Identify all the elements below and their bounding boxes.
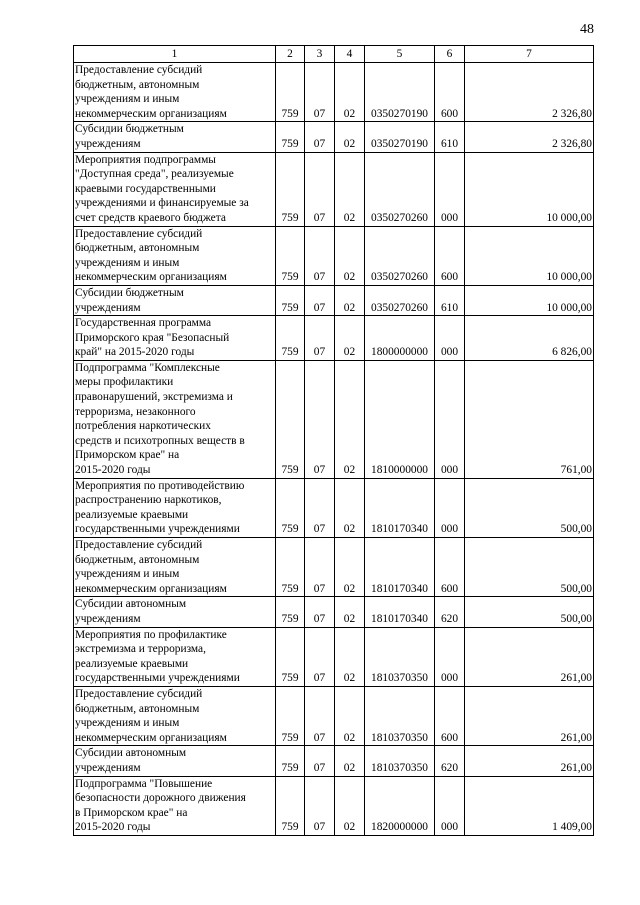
- row-code-6: 620: [435, 597, 465, 627]
- row-name: Предоставление субсидий бюджетным, автономным учреждениям и иным некоммерческим организациям: [74, 538, 276, 597]
- row-code-5: 1810370350: [365, 746, 435, 776]
- header-col-1: 1: [74, 46, 276, 63]
- table-row: [74, 285, 594, 315]
- row-code-5: 1810370350: [365, 686, 435, 745]
- header-col-7: 7: [465, 46, 594, 63]
- row-code-6: 600: [435, 686, 465, 745]
- row-code-6: 600: [435, 538, 465, 597]
- row-code-2: 759: [276, 316, 305, 361]
- row-code-6: 610: [435, 122, 465, 152]
- row-code-4: 02: [335, 226, 365, 285]
- header-col-6: 6: [435, 46, 465, 63]
- row-code-5: 1810000000: [365, 360, 435, 478]
- row-amount: 500,00: [465, 597, 594, 627]
- row-code-6: 000: [435, 152, 465, 226]
- row-name: Предоставление субсидий бюджетным, автономным учреждениям и иным некоммерческим организациям: [74, 686, 276, 745]
- header-row: [74, 46, 594, 63]
- table-row: [74, 360, 594, 478]
- row-amount: 1 409,00: [465, 776, 594, 835]
- row-code-4: 02: [335, 627, 365, 686]
- row-amount: 2 326,80: [465, 63, 594, 122]
- row-code-5: 1820000000: [365, 776, 435, 835]
- row-code-5: 1810170340: [365, 478, 435, 537]
- row-code-3: 07: [305, 478, 335, 537]
- row-amount: 500,00: [465, 478, 594, 537]
- row-code-2: 759: [276, 746, 305, 776]
- budget-table: [73, 45, 594, 836]
- row-amount: 2 326,80: [465, 122, 594, 152]
- row-name: Субсидии бюджетным учреждениям: [74, 285, 276, 315]
- row-code-2: 759: [276, 285, 305, 315]
- table-row: [74, 63, 594, 122]
- row-name: Подпрограмма "Повышение безопасности дорожного движения в Приморском крае" на 2015-2020 годы: [74, 776, 276, 835]
- row-code-5: 1810170340: [365, 538, 435, 597]
- row-code-6: 610: [435, 285, 465, 315]
- row-code-2: 759: [276, 776, 305, 835]
- row-code-6: 000: [435, 627, 465, 686]
- row-code-3: 07: [305, 226, 335, 285]
- row-code-2: 759: [276, 360, 305, 478]
- row-code-4: 02: [335, 316, 365, 361]
- row-code-4: 02: [335, 360, 365, 478]
- table-row: [74, 746, 594, 776]
- row-code-3: 07: [305, 122, 335, 152]
- row-code-4: 02: [335, 746, 365, 776]
- row-code-5: 1800000000: [365, 316, 435, 361]
- row-amount: 10 000,00: [465, 152, 594, 226]
- row-code-4: 02: [335, 152, 365, 226]
- row-code-4: 02: [335, 285, 365, 315]
- row-code-2: 759: [276, 152, 305, 226]
- row-code-2: 759: [276, 538, 305, 597]
- row-code-3: 07: [305, 316, 335, 361]
- table-row: [74, 776, 594, 835]
- row-name: Государственная программа Приморского края "Безопасный край" на 2015-2020 годы: [74, 316, 276, 361]
- row-code-5: 0350270260: [365, 152, 435, 226]
- row-code-6: 000: [435, 478, 465, 537]
- table-row: [74, 478, 594, 537]
- page-number: 48: [580, 22, 594, 37]
- row-code-2: 759: [276, 597, 305, 627]
- row-amount: 261,00: [465, 627, 594, 686]
- row-amount: 10 000,00: [465, 226, 594, 285]
- row-code-4: 02: [335, 122, 365, 152]
- row-code-3: 07: [305, 152, 335, 226]
- row-amount: 761,00: [465, 360, 594, 478]
- row-code-2: 759: [276, 686, 305, 745]
- row-code-6: 600: [435, 63, 465, 122]
- row-code-5: 0350270260: [365, 226, 435, 285]
- row-code-5: 0350270190: [365, 63, 435, 122]
- row-code-6: 000: [435, 776, 465, 835]
- table-row: [74, 152, 594, 226]
- row-code-2: 759: [276, 226, 305, 285]
- table-row: [74, 122, 594, 152]
- row-name: Предоставление субсидий бюджетным, автономным учреждениям и иным некоммерческим организациям: [74, 63, 276, 122]
- table-row: [74, 316, 594, 361]
- row-code-3: 07: [305, 746, 335, 776]
- row-name: Субсидии бюджетным учреждениям: [74, 122, 276, 152]
- row-code-4: 02: [335, 538, 365, 597]
- row-code-5: 1810170340: [365, 597, 435, 627]
- table-row: [74, 597, 594, 627]
- row-code-6: 620: [435, 746, 465, 776]
- row-name: Мероприятия по противодействию распространению наркотиков, реализуемые краевыми государственными учреждениями: [74, 478, 276, 537]
- header-col-3: 3: [305, 46, 335, 63]
- table-row: [74, 226, 594, 285]
- row-code-3: 07: [305, 360, 335, 478]
- row-code-3: 07: [305, 63, 335, 122]
- row-code-3: 07: [305, 776, 335, 835]
- table-row: [74, 538, 594, 597]
- row-code-4: 02: [335, 63, 365, 122]
- row-code-6: 600: [435, 226, 465, 285]
- row-code-3: 07: [305, 538, 335, 597]
- row-code-4: 02: [335, 776, 365, 835]
- row-code-4: 02: [335, 478, 365, 537]
- row-code-4: 02: [335, 686, 365, 745]
- row-code-3: 07: [305, 285, 335, 315]
- row-name: Субсидии автономным учреждениям: [74, 746, 276, 776]
- table-row: [74, 627, 594, 686]
- row-code-6: 000: [435, 360, 465, 478]
- row-name: Мероприятия подпрограммы "Доступная среда", реализуемые краевыми государственными учреждениями и финансируемые за счет средств краевого бюджета: [74, 152, 276, 226]
- row-amount: 6 826,00: [465, 316, 594, 361]
- header-col-2: 2: [276, 46, 305, 63]
- table-row: [74, 686, 594, 745]
- row-code-6: 000: [435, 316, 465, 361]
- row-name: Мероприятия по профилактике экстремизма и терроризма, реализуемые краевыми государственными учреждениями: [74, 627, 276, 686]
- row-code-5: 1810370350: [365, 627, 435, 686]
- header-col-5: 5: [365, 46, 435, 63]
- row-name: Субсидии автономным учреждениям: [74, 597, 276, 627]
- header-col-4: 4: [335, 46, 365, 63]
- row-amount: 261,00: [465, 746, 594, 776]
- row-code-3: 07: [305, 597, 335, 627]
- row-code-2: 759: [276, 627, 305, 686]
- row-code-4: 02: [335, 597, 365, 627]
- row-code-2: 759: [276, 122, 305, 152]
- row-code-2: 759: [276, 478, 305, 537]
- row-amount: 10 000,00: [465, 285, 594, 315]
- row-code-2: 759: [276, 63, 305, 122]
- row-code-5: 0350270190: [365, 122, 435, 152]
- row-code-5: 0350270260: [365, 285, 435, 315]
- row-code-3: 07: [305, 627, 335, 686]
- row-name: Подпрограмма "Комплексные меры профилактики правонарушений, экстремизма и терроризма, незаконного потребления наркотических средств и психотропных веществ в Приморском крае" на 2015-2020 годы: [74, 360, 276, 478]
- row-amount: 500,00: [465, 538, 594, 597]
- row-amount: 261,00: [465, 686, 594, 745]
- row-code-3: 07: [305, 686, 335, 745]
- row-name: Предоставление субсидий бюджетным, автономным учреждениям и иным некоммерческим организациям: [74, 226, 276, 285]
